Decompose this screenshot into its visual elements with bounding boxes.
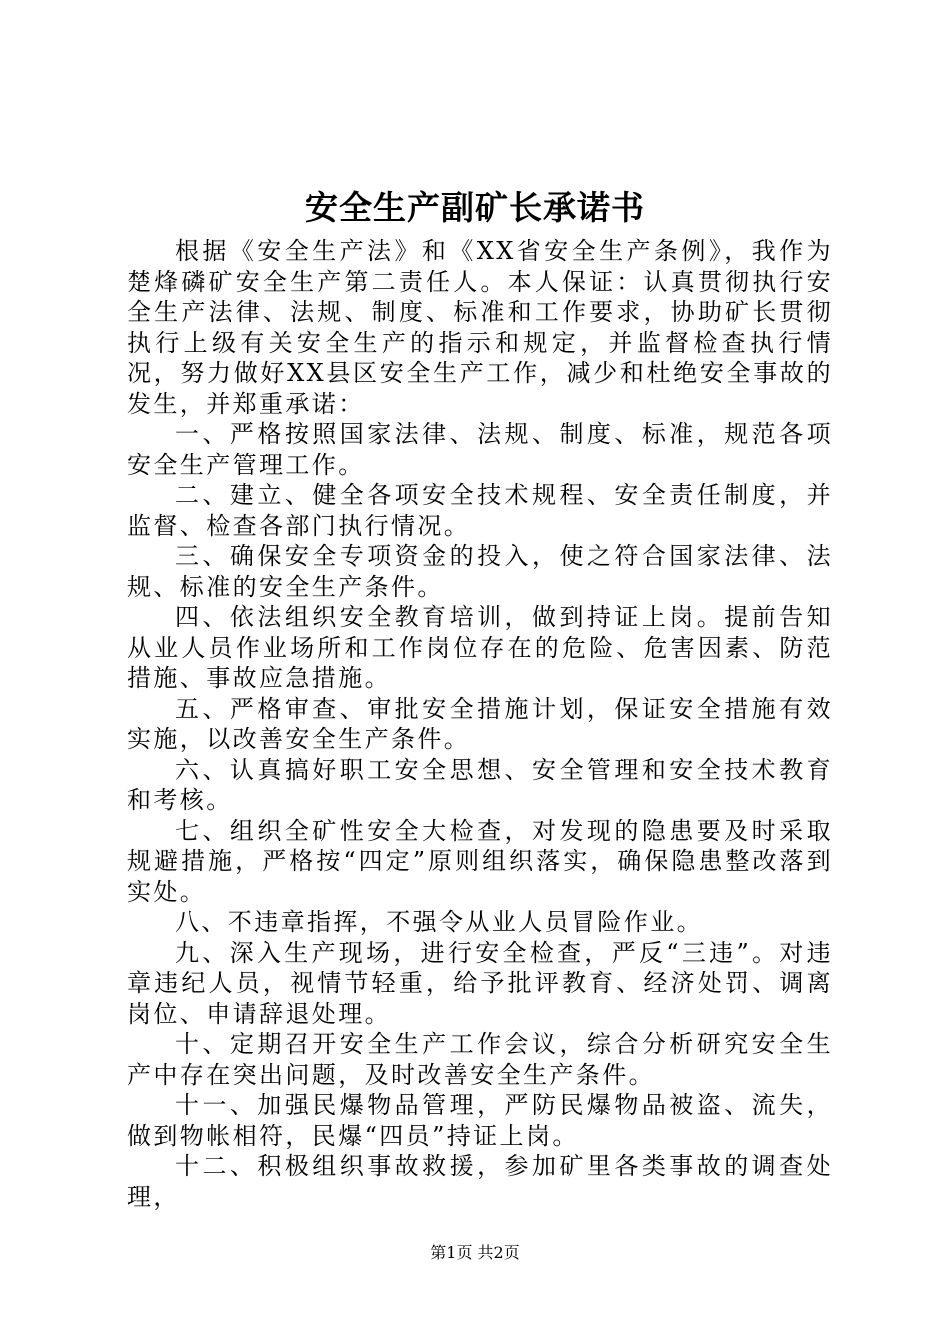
paragraph-item-10: 十、定期召开安全生产工作会议，综合分析研究安全生产中存在突出问题，及时改善安全生产条件。 (127, 1030, 833, 1089)
page-footer: 第1页 共2页 (430, 1243, 520, 1262)
paragraph-item-3: 三、确保安全专项资金的投入，使之符合国家法律、法规、标准的安全生产条件。 (127, 542, 833, 601)
document-body (127, 236, 833, 1212)
paragraph-item-1: 一、严格按照国家法律、法规、制度、标准，规范各项安全生产管理工作。 (127, 420, 833, 479)
paragraph-item-6: 六、认真搞好职工安全思想、安全管理和安全技术教育和考核。 (127, 755, 833, 814)
paragraph-item-7: 七、组织全矿性安全大检查，对发现的隐患要及时采取规避措施，严格按“四定”原则组织落实，确保隐患整改落到实处。 (127, 816, 833, 906)
paragraph-item-11: 十一、加强民爆物品管理，严防民爆物品被盗、流失，做到物帐相符，民爆“四员”持证上岗。 (127, 1091, 833, 1150)
paragraph-item-12: 十二、积极组织事故救援，参加矿里各类事故的调查处理， (127, 1152, 833, 1211)
paragraph-item-9: 九、深入生产现场，进行安全检查，严反“三违”。对违章违纪人员，视情节轻重，给予批评教育、经济处罚、调离岗位、申请辞退处理。 (127, 938, 833, 1028)
paragraph-item-8: 八、不违章指挥，不强令从业人员冒险作业。 (175, 908, 703, 936)
paragraph-item-2: 二、建立、健全各项安全技术规程、安全责任制度，并监督、检查各部门执行情况。 (127, 481, 833, 540)
document-title: 安全生产副矿长承诺书 (305, 188, 645, 227)
paragraph-item-4: 四、依法组织安全教育培训，做到持证上岗。提前告知从业人员作业场所和工作岗位存在的危险、危害因素、防范措施、事故应急措施。 (127, 603, 833, 692)
paragraph-item-5: 五、严格审查、审批安全措施计划，保证安全措施有效实施，以改善安全生产条件。 (127, 694, 833, 753)
paragraph-intro: 根据《安全生产法》和《XX省安全生产条例》，我作为楚烽磷矿安全生产第二责任人。本人保证：认真贯彻执行安全生产法律、法规、制度、标准和工作要求，协助矿长贯彻执行上级有关安全生产的指示和规定，并监督检查执行情况，努力做好XX县区安全生产工作，减少和杜绝安全事故的发生，并郑重承诺： (127, 237, 833, 418)
